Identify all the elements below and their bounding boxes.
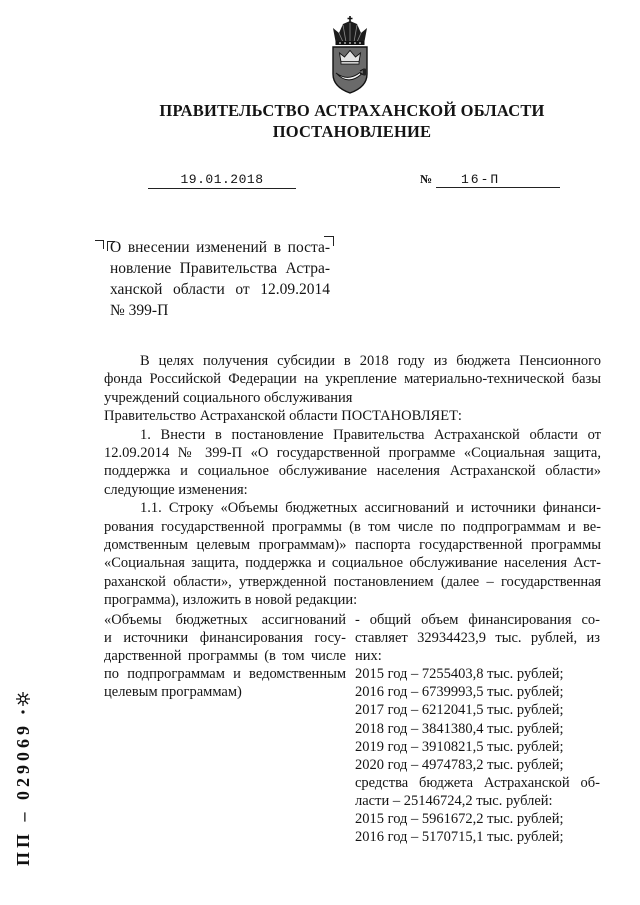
document-number: 16-П	[461, 172, 501, 187]
value-line: средства бюджета Астраханской об-	[355, 774, 600, 791]
body-line: Правительство Астраханской области ПОСТАНОВЛЯЕТ:	[104, 408, 462, 425]
body-line: раханской области», утвержденной постановлением (далее – государственная	[104, 573, 601, 590]
passport-row-label	[104, 611, 346, 701]
subject-line: ханской области от 12.09.2014	[110, 281, 330, 298]
value-line: 2016 год – 5170715,1 тыс. рублей;	[355, 829, 564, 846]
body-line: поддержка и социальное обслуживание населения Астраханской области»	[104, 463, 601, 480]
body-line: В целях получения субсидии в 2018 году из бюджета Пенсионного	[140, 353, 601, 369]
coat-of-arms-icon	[326, 16, 374, 94]
corner-mark-left-outer	[95, 240, 104, 249]
body-line: следующие изменения:	[104, 481, 248, 498]
value-line: них:	[355, 648, 382, 665]
value-line: ставляет 32934423,9 тыс. рублей, из	[355, 630, 600, 647]
body-line: 1.1. Строку «Объемы бюджетных ассигнований и источники финанси-	[140, 500, 601, 517]
serial-number: ПП – 029069	[13, 722, 33, 867]
body-line: программа), изложить в новой редакции:	[104, 592, 358, 609]
body-line: фонда Российской Федерации на укрепление материально-технической базы	[104, 371, 601, 388]
value-line: 2020 год – 4974783,2 тыс. рублей;	[355, 756, 564, 773]
value-line: 2017 год – 6212041,5 тыс. рублей;	[355, 702, 564, 719]
number-field	[436, 171, 560, 188]
value-line: 2015 год – 5961672,2 тыс. рублей;	[355, 811, 564, 828]
label-line: и источники финансирования госу-	[104, 630, 346, 647]
body-line: учреждений социального обслуживания	[104, 389, 353, 406]
label-line: по подпрограммам и ведомственным	[104, 666, 346, 683]
passport-row-value	[355, 611, 600, 846]
document-type-title: ПОСТАНОВЛЕНИЕ	[272, 122, 432, 141]
value-line: 2019 год – 3910821,5 тыс. рублей;	[355, 738, 564, 755]
label-line: дарственной программы (в том числе	[104, 648, 346, 665]
document-body	[104, 352, 601, 609]
value-line: 2018 год – 3841380,4 тыс. рублей;	[355, 720, 564, 737]
label-line: целевым программам)	[104, 684, 242, 701]
number-label: №	[420, 172, 433, 186]
label-line: «Объемы бюджетных ассигнований	[104, 612, 346, 628]
body-line: домственным целевым программам)» паспорта государственной программы	[104, 536, 601, 553]
organization-title: ПРАВИТЕЛЬСТВО АСТРАХАНСКОЙ ОБЛАСТИ	[159, 101, 545, 120]
date-field	[148, 171, 296, 189]
ornament-icon	[14, 690, 32, 716]
document-header	[152, 100, 552, 142]
body-line: «Социальная защита, поддержка и социальное обслуживание населения Аст-	[104, 555, 601, 572]
value-line: 2016 год – 6739993,5 тыс. рублей;	[355, 684, 564, 701]
value-line: 2015 год – 7255403,8 тыс. рублей;	[355, 666, 564, 683]
document-subject	[110, 237, 330, 321]
value-line: ласти – 25146724,2 тыс. рублей:	[355, 792, 553, 809]
value-line: - общий объем финансирования со-	[355, 612, 600, 628]
subject-line: № 399-П	[110, 302, 169, 319]
subject-line: новление Правительства Астра-	[110, 260, 330, 277]
document-date: 19.01.2018	[180, 172, 264, 187]
body-line: 1. Внести в постановление Правительства Астраханской области от	[140, 426, 601, 443]
body-line: 12.09.2014 № 399-П «О государственной программе «Социальная защита,	[104, 444, 601, 461]
body-line: рования государственной программы (в том числе по подпрограммам и ве-	[104, 518, 601, 535]
subject-line: О внесении изменений в поста-	[110, 239, 330, 256]
